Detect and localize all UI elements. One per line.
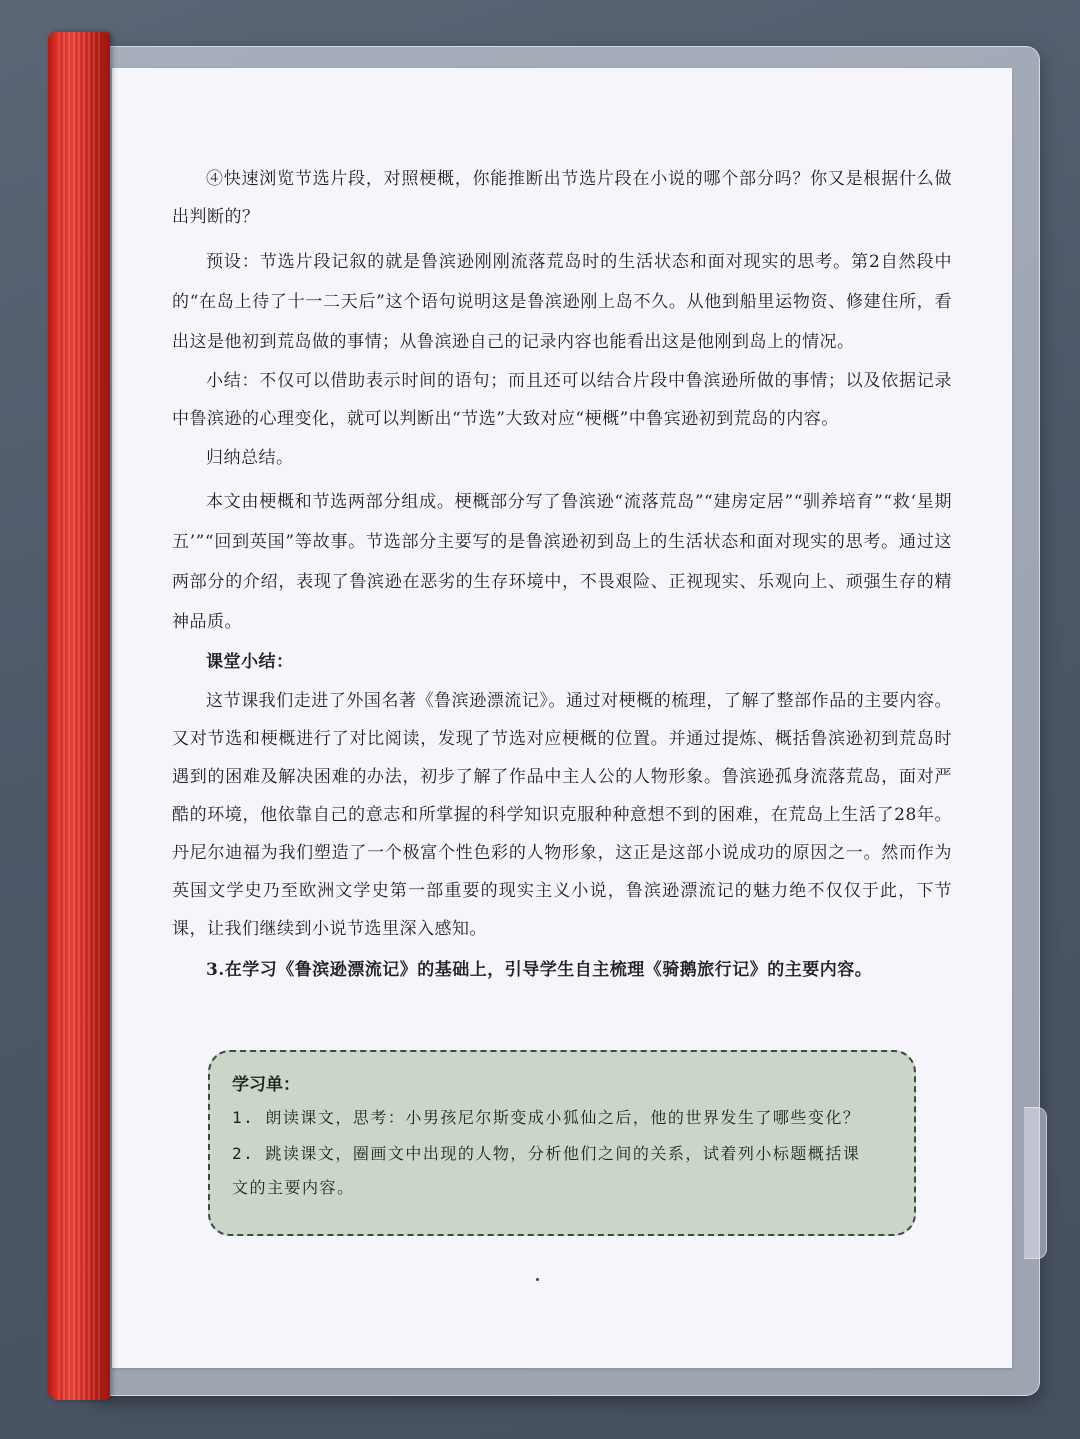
worksheet-box — [208, 1050, 916, 1236]
paragraph-summary: 小结：不仅可以借助表示时间的语句；而且还可以结合片段中鲁滨逊所做的事情；以及依据记录中鲁滨逊的心理变化，就可以判断出“节选”大致对应“梗概”中鲁宾逊初到荒岛的内容。 — [172, 371, 952, 429]
binder-ridges — [58, 32, 102, 1400]
class-summary-text: 这节课我们走进了外国名著《鲁滨逊漂流记》。通过对梗概的梳理，了解了整部作品的主要内容。又对节选和梗概进行了对比阅读，发现了节选对应梗概的位置。并通过提炼、概括鲁滨逊初到荒岛时遇到的困难及解决困难的办法，初步了解了作品中主人公的人物形象。鲁滨逊孤身流落荒岛，面对严酷的环境，他依靠自己的意志和所掌握的科学知识克服种种意想不到的困难，在荒岛上生活了28年。丹尼尔迪福为我们塑造了一个极富个性色彩的人物形象，这正是这部小说成功的原因之一。然而作为英国文学史乃至欧洲文学史第一部重要的现实主义小说，鲁滨逊漂流记的魅力绝不仅仅于此，下节课，让我们继续到小说节选里深入感知。 — [172, 691, 952, 939]
class-summary-heading: 课堂小结： — [206, 652, 294, 672]
worksheet-item-2: 2. 跳读课文，圈画文中出现的人物，分析他们之间的关系，试着列小标题概括课 — [232, 1144, 861, 1163]
worksheet-item-1: 1. 朗读课文，思考：小男孩尼尔斯变成小狐仙之后，他的世界发生了哪些变化？ — [232, 1108, 861, 1127]
worksheet-item-2-continued: 文的主要内容。 — [232, 1178, 355, 1197]
worksheet-title: 学习单： — [232, 1075, 300, 1095]
paragraph-preset: 预设：节选片段记叙的就是鲁滨逊刚刚流落荒岛时的生活状态和面对现实的思考。第2自然段中的“在岛上待了十一二天后”这个语句说明这是鲁滨逊刚上岛不久。从他到船里运物资、修建住所，看出这是他初到荒岛做的事情；从鲁滨逊自己的记录内容也能看出这是他刚到岛上的情况。 — [172, 252, 952, 352]
paragraph-question: ④快速浏览节选片段，对照梗概，你能推断出节选片段在小说的哪个部分吗？你又是根据什么做出判断的？ — [172, 169, 952, 227]
paragraph-main-text: 本文由梗概和节选两部分组成。梗概部分写了鲁滨逊“流落荒岛”“建房定居”“驯养培育”“救‘星期五’”“回到英国”等故事。节选部分主要写的是鲁滨逊初到岛上的生活状态和面对现实的思考。通过这两部分的介绍，表现了鲁滨逊在恶劣的生存环境中，不畏艰险、正视现实、乐观向上、顽强生存的精神品质。 — [172, 492, 952, 632]
sleeve-tab — [1024, 1107, 1047, 1259]
red-binder-spine — [48, 32, 110, 1400]
paragraph-conclusion-label: 归纳总结。 — [206, 448, 294, 468]
section-3-heading: 3.在学习《鲁滨逊漂流记》的基础上，引导学生自主梳理《骑鹅旅行记》的主要内容。 — [206, 960, 873, 980]
document-body — [172, 160, 952, 990]
page-speck — [536, 1278, 539, 1281]
